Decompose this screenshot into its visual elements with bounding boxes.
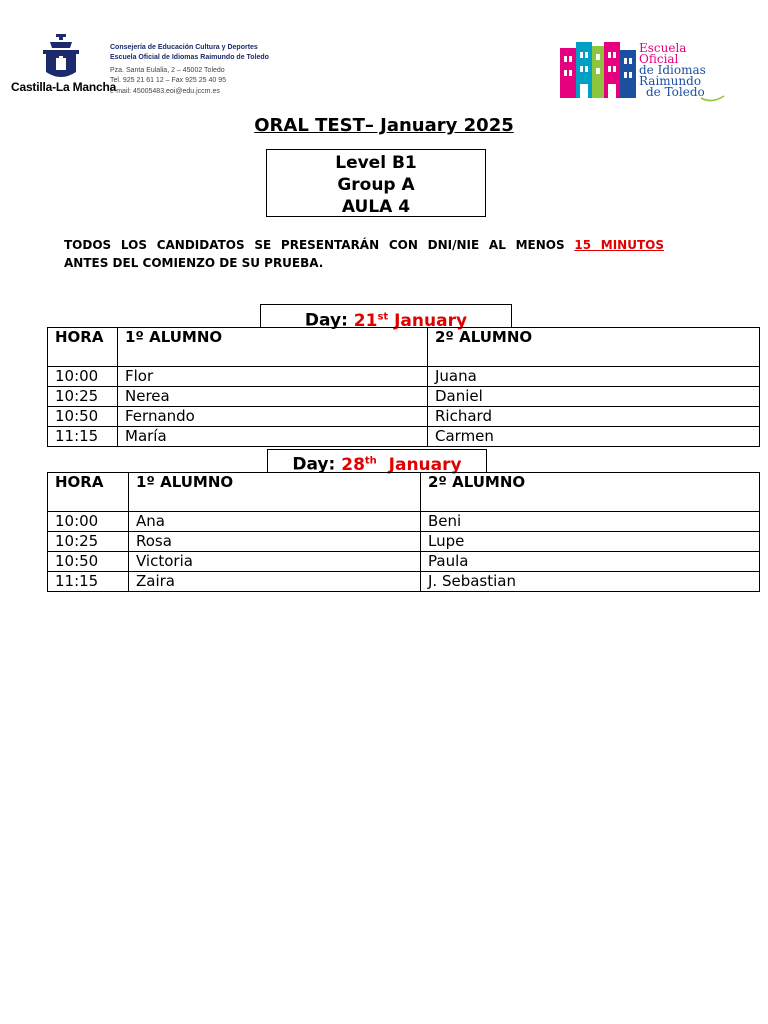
table-row	[48, 387, 760, 407]
student-2-cell: Richard	[428, 407, 760, 427]
aula-label: AULA 4	[341, 197, 411, 217]
logo-line-oficial: Oficial	[639, 52, 679, 66]
student-2-cell: Beni	[421, 512, 760, 532]
student-2-cell: Daniel	[428, 387, 760, 407]
header-address: Pza. Santa Eulalia, 2 – 45002 Toledo	[110, 67, 225, 74]
hora-cell: 11:15	[48, 572, 129, 592]
logo-line-de-idiomas: de Idiomas	[639, 63, 706, 77]
page-title: ORAL TEST– January 2025	[254, 115, 514, 136]
logo-swoosh-icon	[700, 94, 726, 102]
hora-cell: 10:50	[48, 552, 129, 572]
student-1-cell: Rosa	[129, 532, 421, 552]
level-label: Level B1	[335, 153, 417, 173]
hora-cell: 10:00	[48, 512, 129, 532]
header-dept: Consejería de Educación Cultura y Deportes	[110, 44, 258, 51]
table-row	[48, 427, 760, 447]
student-1-cell: Victoria	[129, 552, 421, 572]
header-school: Escuela Oficial de Idiomas Raimundo de Toledo	[110, 54, 269, 61]
table-header-row	[48, 328, 760, 367]
level-box	[266, 149, 486, 217]
notice-highlight: 15 MINUTOS	[574, 238, 664, 252]
student-2-cell: Paula	[421, 552, 760, 572]
header-alumno-2: 2º ALUMNO	[421, 473, 760, 512]
student-2-cell: Lupe	[421, 532, 760, 552]
table-row	[48, 367, 760, 387]
eoi-building-logo-icon	[560, 42, 636, 98]
notice-line-1: TODOS LOS CANDIDATOS SE PRESENTARÁN CON DNI/NIE AL MENOS	[64, 238, 575, 252]
header-phone: Tel. 925 21 61 12 – Fax 925 25 40 95	[110, 77, 226, 84]
schedule-table-2	[47, 472, 760, 592]
table-row	[48, 407, 760, 427]
notice-line-2: ANTES DEL COMIENZO DE SU PRUEBA.	[64, 256, 324, 270]
hora-cell: 11:15	[48, 427, 118, 447]
castilla-la-mancha-crest-icon	[40, 34, 82, 82]
student-1-cell: Fernando	[118, 407, 428, 427]
org-name: Castilla-La Mancha	[11, 80, 117, 94]
student-1-cell: Nerea	[118, 387, 428, 407]
student-1-cell: Flor	[118, 367, 428, 387]
hora-cell: 10:00	[48, 367, 118, 387]
student-1-cell: María	[118, 427, 428, 447]
day-label-1: Day: 21st January	[260, 304, 512, 328]
table-row	[48, 532, 760, 552]
student-1-cell: Ana	[129, 512, 421, 532]
student-2-cell: J. Sebastian	[421, 572, 760, 592]
header-alumno-1: 1º ALUMNO	[118, 328, 428, 367]
notice-text	[64, 236, 664, 272]
logo-line-escuela: Escuela	[639, 41, 687, 55]
student-2-cell: Carmen	[428, 427, 760, 447]
table-header-row	[48, 473, 760, 512]
logo-line-de-toledo: de Toledo	[646, 85, 705, 99]
header-hora: HORA	[48, 473, 129, 512]
student-2-cell: Juana	[428, 367, 760, 387]
hora-cell: 10:25	[48, 387, 118, 407]
header-hora: HORA	[48, 328, 118, 367]
schedule-table-1	[47, 327, 760, 447]
hora-cell: 10:50	[48, 407, 118, 427]
table-row	[48, 512, 760, 532]
header-alumno-1: 1º ALUMNO	[129, 473, 421, 512]
table-row	[48, 572, 760, 592]
day-label-2: Day: 28th January	[267, 449, 487, 472]
table-row	[48, 552, 760, 572]
group-label: Group A	[337, 175, 415, 195]
header-email: e-mail: 45005483.eoi@edu.jccm.es	[110, 88, 220, 95]
logo-line-raimundo: Raimundo	[639, 74, 702, 88]
hora-cell: 10:25	[48, 532, 129, 552]
student-1-cell: Zaira	[129, 572, 421, 592]
header-alumno-2: 2º ALUMNO	[428, 328, 760, 367]
